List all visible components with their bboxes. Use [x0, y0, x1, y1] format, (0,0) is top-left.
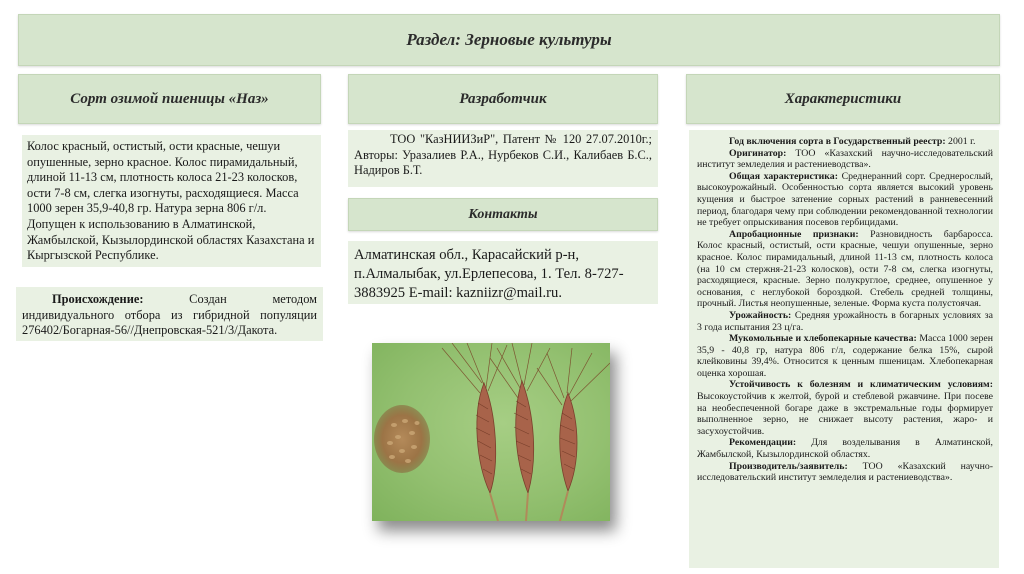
char-label: Урожайность:	[729, 309, 792, 321]
origin-block	[16, 287, 323, 341]
developer-text: ТОО "КазНИИЗиР", Патент № 120 27.07.2010г.; Авторы: Уразалиев Р.А., Нурбеков С.И., Калибаев Б.С., Надиров Б.Т.	[354, 132, 652, 178]
char-text: 2001 г.	[945, 136, 976, 147]
char-label: Общая характеристика:	[729, 170, 838, 182]
contacts-text: Алматинская обл., Карасайский р-н, п.Алмалыбак, ул.Ерлепесова, 1. Тел. 8-727-3883925 E-mail: kazniizr@mail.ru.	[348, 241, 658, 304]
char-item-producer	[697, 461, 993, 484]
char-text: Высокоустойчив к желтой, бурой и стеблевой ржавчине. При посеве на необеспеченной богаре даже в экстремальные годы формирует выполненное зерно, не снижает высоту растения, жаро- и засухоустойчив.	[697, 391, 993, 437]
char-label: Апробационные признаки:	[729, 228, 859, 240]
developer-text-block	[348, 130, 658, 187]
char-label: Производитель/заявитель:	[729, 460, 848, 472]
char-text: ТОО «Казахский научно-исследовательский институт земледелия и растениеводства».	[697, 460, 993, 484]
char-item-yield	[697, 310, 993, 333]
wheat-ears-icon	[372, 343, 610, 521]
char-item-resistance	[697, 379, 993, 437]
char-item-quality	[697, 333, 993, 379]
origin-label: Происхождение:	[52, 292, 144, 306]
char-text: Среднеранний сорт. Среднерослый, высокоурожайный. Особенностью сорта является высокий уровень кущения и быстрое затенение сорных растений в ранневесенний период, благодаря чему при соблюдении рекомендованной технологии не требует опрыскивания посевов гербицидами.	[697, 170, 993, 229]
characteristics-header: Характеристики	[686, 74, 1000, 124]
char-item-approbation	[697, 229, 993, 310]
char-item-recommendations	[697, 437, 993, 460]
char-label: Рекомендации:	[729, 437, 797, 449]
developer-header: Разработчик	[348, 74, 658, 124]
char-text: Для возделывания в Алматинской, Жамбылской, Кызылординской областях.	[697, 437, 993, 461]
characteristics-text	[689, 130, 999, 568]
char-item-general	[697, 171, 993, 229]
char-label: Оригинатор:	[729, 147, 787, 159]
char-text: Масса 1000 зерен 35,9 - 40,8 гр, натура 806 г/л, содержание белка 15%, сырой клейковины 39,4%. Относится к ценным пшеницам. Хлебопекарная оценка хорошая.	[697, 333, 993, 379]
variety-description: Колос красный, остистый, ости красные, чешуи опушенные, зерно красное. Колос пирамидальный, длиной 11-13 см, плотность колоса 21-23 колосков, ости 7-8 см, слегка изогнуты, расходящиеся. Масса 1000 зерен 35,9-40,8 гр. Натура зерна 806 г/л. Допущен к использованию в Алматинской, Жамбылской, Кызылординской областях Казахстана и Кыргызской Республике.	[22, 135, 321, 267]
char-text: Средняя урожайность в богарных условиях за 3 года испытания 23 ц/га.	[697, 309, 993, 333]
section-title: Раздел: Зерновые культуры	[18, 14, 1000, 66]
char-text: Разновидность барбаросса. Колос красный, остистый, ости красные, чешуи опушенные, зерно красное. Колос пирамидальный, длиной 11-13 см, плотность колоса (на 10 см стержня-21-23 колосков), ости 7-8 см, слегка изогнуты, расходящиеся, красные. Зерно полукруглое, среднее, опушенное у основания, с неглубокой бороздкой. Стебель средней толщины, прочный. Листья неопушенные, зеленые. Форма куста полустоячая.	[697, 228, 994, 310]
char-item-registry	[697, 136, 993, 148]
char-text: ТОО «Казахский научно-исследовательский институт земледелия и растениеводства».	[697, 147, 993, 171]
char-label: Мукомольные и хлебопекарные качества:	[729, 333, 917, 345]
char-item-originator	[697, 148, 993, 171]
char-label: Год включения сорта в Государственный реестр:	[729, 136, 946, 147]
variety-header: Сорт озимой пшеницы «Наз»	[18, 74, 321, 124]
char-label: Устойчивость к болезням и климатическим условиям:	[729, 379, 993, 391]
origin-text: Создан методом индивидуального отбора из гибридной популяции 276402/Богарная-56//Днепровская-521/3/Дакота.	[22, 292, 317, 338]
contacts-header: Контакты	[348, 198, 658, 231]
wheat-photo	[372, 343, 610, 521]
